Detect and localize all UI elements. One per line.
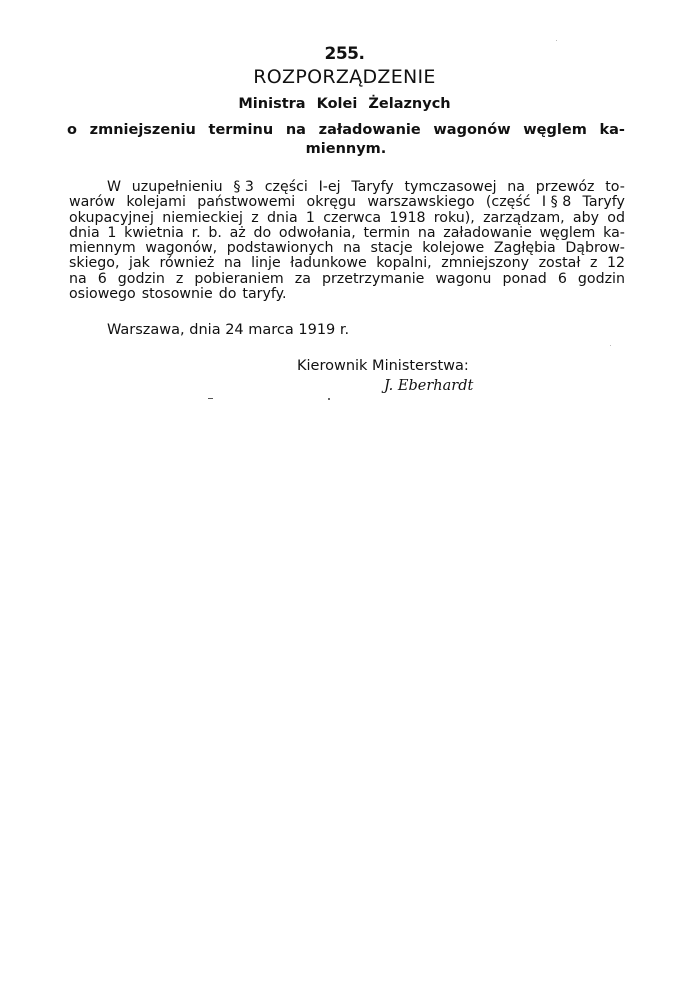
document-number: 255. (324, 44, 365, 64)
scan-speck (208, 398, 213, 399)
body-word: ponad (502, 270, 547, 287)
body-word: stosownie (141, 286, 213, 303)
body-word: za (294, 270, 311, 287)
body-line (69, 256, 625, 271)
body-word: z (175, 270, 184, 287)
body-word: zarządzam, (483, 209, 565, 226)
body-word: termin (363, 224, 411, 241)
scan-speck (556, 40, 557, 41)
body-line (69, 180, 625, 195)
body-word: dnia (69, 224, 100, 241)
body-word: przewóz (535, 179, 595, 195)
body-word: na (223, 255, 242, 272)
body-word: od (607, 209, 625, 226)
document-title: ROZPORZĄDZENIE (253, 66, 436, 88)
about-word: o (67, 122, 77, 138)
body-word: godzin (117, 270, 165, 287)
body-word: na (69, 270, 87, 287)
body-word: pobieraniem (194, 270, 284, 287)
body-word: kopalni, (376, 255, 432, 272)
body-word: również (159, 255, 215, 272)
about-word: wagonów (433, 122, 511, 138)
body-word: do (253, 224, 272, 241)
body-word: czerwca (323, 209, 382, 226)
body-word: Taryfy (351, 179, 394, 195)
body-word: części (264, 179, 308, 195)
body-word: aż (229, 224, 246, 241)
signature-name: J. Eberhardt (384, 378, 474, 394)
body-word: tymczasowej (404, 179, 497, 195)
body-word: Zagłębia (493, 240, 556, 257)
body-word: okręgu (306, 194, 357, 211)
body-line (69, 241, 625, 256)
body-word: przetrzymanie (321, 270, 425, 287)
body-word: to- (605, 179, 625, 195)
about-word: zmniejszeniu (89, 122, 196, 138)
body-word: kolejowe (422, 240, 485, 257)
body-line (69, 287, 625, 302)
body-word: 6 (557, 270, 567, 287)
body-word: 12 (606, 255, 625, 272)
document-about (67, 121, 625, 159)
body-word: stacje (370, 240, 413, 257)
body-word: § 3 (233, 179, 254, 195)
body-word: z (589, 255, 598, 272)
body-word: dnia (267, 209, 298, 226)
body-line (69, 211, 625, 226)
body-word: na (343, 240, 361, 257)
body-word: miennym (69, 240, 136, 257)
body-word: okupacyjnej (69, 209, 154, 226)
signature-role: Kierownik Ministerstwa: (297, 358, 469, 374)
body-word: 1918 (389, 209, 426, 226)
about-word: węglem (523, 122, 587, 138)
body-word: wagonu (435, 270, 492, 287)
body-word: załadowanie (443, 224, 532, 241)
body-word: 6 (97, 270, 107, 287)
body-line (69, 272, 625, 287)
body-word: Taryfy (582, 194, 625, 211)
body-word: linje (251, 255, 281, 272)
body-word: I § 8 (541, 194, 572, 211)
body-word: Dąbrow- (565, 240, 625, 257)
body-word: 1 (305, 209, 315, 226)
body-word: uzupełnieniu (131, 179, 223, 195)
body-word: na (417, 224, 436, 241)
body-word: taryfy. (242, 286, 287, 303)
body-word: W (107, 179, 122, 195)
about-word: na (285, 122, 306, 138)
body-line (69, 195, 625, 210)
body-word: kolejami (126, 194, 186, 211)
body-word: węglem (539, 224, 596, 241)
body-word: warów (69, 194, 116, 211)
body-word: odwołania, (278, 224, 356, 241)
body-word: skiego, (69, 255, 120, 272)
body-word: (część (485, 194, 531, 211)
body-word: kwietnia (124, 224, 184, 241)
body-word: I-ej (318, 179, 341, 195)
body-word: niemieckiej (162, 209, 244, 226)
body-word: roku), (433, 209, 475, 226)
scan-speck (610, 345, 611, 346)
body-word: państwowemi (197, 194, 296, 211)
body-word: aby (572, 209, 600, 226)
document-body (69, 180, 625, 302)
body-line (69, 226, 625, 241)
body-word: na (507, 179, 525, 195)
about-word: terminu (208, 122, 274, 138)
body-word: do (218, 286, 237, 303)
about-word: załadowanie (318, 122, 421, 138)
body-word: b. (208, 224, 222, 241)
body-word: godzin (577, 270, 625, 287)
body-word: ładunkowe (290, 255, 367, 272)
body-word: z (251, 209, 259, 226)
body-word: 1 (107, 224, 117, 241)
body-word: został (538, 255, 581, 272)
place-and-date: Warszawa, dnia 24 marca 1919 r. (107, 322, 350, 338)
body-word: r. (191, 224, 201, 241)
body-word: jak (129, 255, 150, 272)
body-word: osiowego (69, 286, 136, 303)
about-line-2: miennym. (305, 141, 387, 157)
body-word: zmniejszony (441, 255, 530, 272)
document-subtitle: Ministra Kolei Żelaznych (238, 96, 451, 112)
body-word: warszawskiego (367, 194, 475, 211)
about-line-1 (67, 121, 625, 140)
body-word: wagonów, (145, 240, 218, 257)
body-word: ka- (603, 224, 625, 241)
body-word: podstawionych (226, 240, 334, 257)
about-word: ka- (599, 122, 625, 138)
scan-speck (328, 398, 330, 400)
